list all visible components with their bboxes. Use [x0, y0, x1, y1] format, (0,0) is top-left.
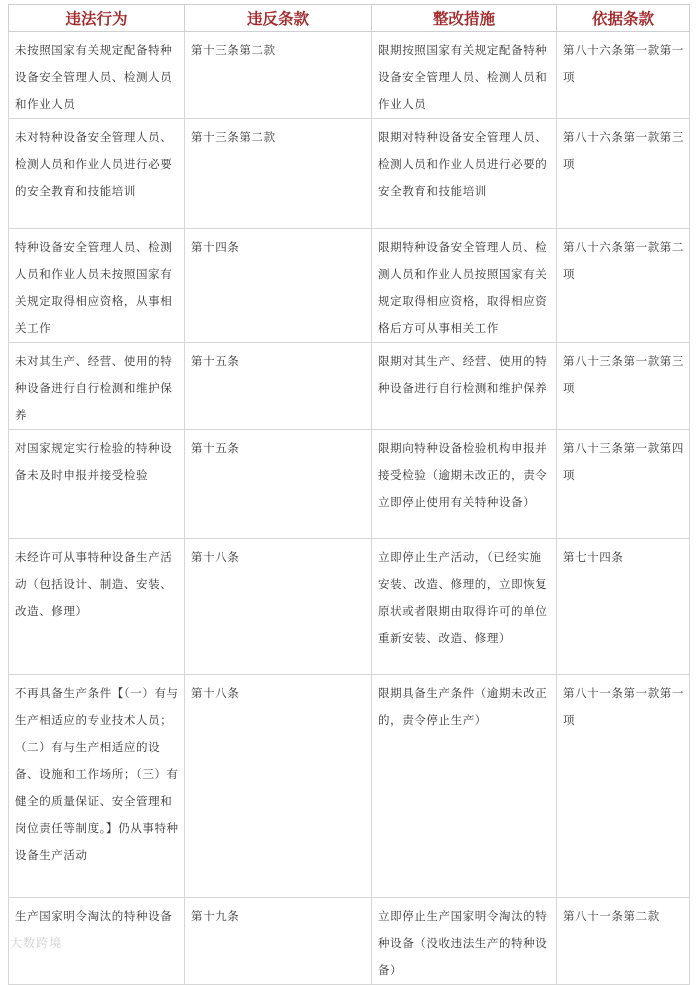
header-measure: 整改措施 [372, 5, 557, 32]
table-row [9, 343, 690, 430]
basis-cell: 第八十三条第一款第三项 [557, 343, 690, 430]
violation-cell: 特种设备安全管理人员、检测人员和作业人员未按照国家有关规定取得相应资格，从事相关工作 [9, 229, 185, 343]
table-row [9, 898, 690, 985]
regulation-table [8, 4, 690, 985]
clause-cell: 第十八条 [185, 539, 372, 675]
violation-cell: 未对特种设备安全管理人员、检测人员和作业人员进行必要的安全教育和技能培训 [9, 119, 185, 229]
basis-cell: 第七十四条 [557, 539, 690, 675]
header-basis: 依据条款 [557, 5, 690, 32]
measure-cell: 限期具备生产条件（逾期未改正的，责令停止生产） [372, 675, 557, 898]
measure-cell: 立即停止生产国家明令淘汰的特种设备（没收违法生产的特种设备） [372, 898, 557, 985]
clause-cell: 第十三条第二款 [185, 119, 372, 229]
clause-cell: 第十九条 [185, 898, 372, 985]
table-row [9, 675, 690, 898]
clause-cell: 第十三条第二款 [185, 32, 372, 119]
basis-cell: 第八十六条第一款第一项 [557, 32, 690, 119]
clause-cell: 第十四条 [185, 229, 372, 343]
clause-cell: 第十五条 [185, 343, 372, 430]
header-clause: 违反条款 [185, 5, 372, 32]
table-row [9, 229, 690, 343]
table-row [9, 119, 690, 229]
measure-cell: 限期特种设备安全管理人员、检测人员和作业人员按照国家有关规定取得相应资格，取得相应资格后方可从事相关工作 [372, 229, 557, 343]
measure-cell: 限期按照国家有关规定配备特种设备安全管理人员、检测人员和作业人员 [372, 32, 557, 119]
table-row [9, 32, 690, 119]
violation-cell: 未对其生产、经营、使用的特种设备进行自行检测和维护保养 [9, 343, 185, 430]
basis-cell: 第八十六条第一款第三项 [557, 119, 690, 229]
basis-cell: 第八十六条第一款第二项 [557, 229, 690, 343]
violation-cell: 未经许可从事特种设备生产活动（包括设计、制造、安装、改造、修理） [9, 539, 185, 675]
violation-cell: 未按照国家有关规定配备特种设备安全管理人员、检测人员和作业人员 [9, 32, 185, 119]
table-row [9, 430, 690, 539]
basis-cell: 第八十三条第一款第四项 [557, 430, 690, 539]
header-violation: 违法行为 [9, 5, 185, 32]
clause-cell: 第十五条 [185, 430, 372, 539]
measure-cell: 限期对特种设备安全管理人员、检测人员和作业人员进行必要的安全教育和技能培训 [372, 119, 557, 229]
watermark-text: 大数跨境 [10, 936, 63, 950]
violation-cell: 对国家规定实行检验的特种设备未及时申报并接受检验 [9, 430, 185, 539]
measure-cell: 立即停止生产活动，（已经实施安装、改造、修理的，立即恢复原状或者限期由取得许可的单位重新安装、改造、修理） [372, 539, 557, 675]
basis-cell: 第八十一条第一款第一项 [557, 675, 690, 898]
watermark [10, 934, 62, 951]
table-row [9, 539, 690, 675]
table-header-row [9, 5, 690, 32]
measure-cell: 限期向特种设备检验机构申报并接受检验（逾期未改正的，责令立即停止使用有关特种设备） [372, 430, 557, 539]
measure-cell: 限期对其生产、经营、使用的特种设备进行自行检测和维护保养 [372, 343, 557, 430]
violation-cell: 生产国家明令淘汰的特种设备 [9, 898, 185, 985]
clause-cell: 第十八条 [185, 675, 372, 898]
basis-cell: 第八十一条第二款 [557, 898, 690, 985]
violation-cell: 不再具备生产条件【（一）有与生产相适应的专业技术人员；（二）有与生产相适应的设备、设施和工作场所；（三）有健全的质量保证、安全管理和岗位责任等制度。】仍从事特种设备生产活动 [9, 675, 185, 898]
